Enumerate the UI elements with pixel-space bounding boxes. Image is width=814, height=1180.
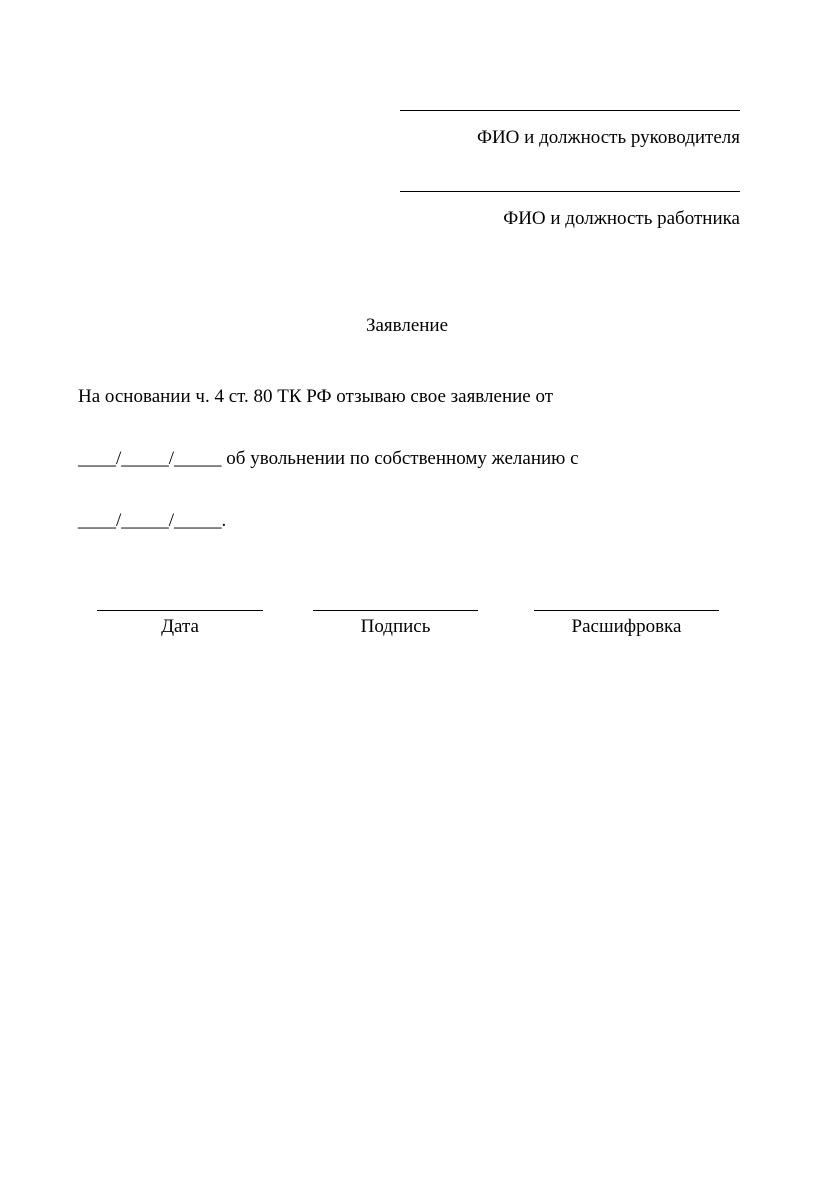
date-field	[97, 590, 263, 638]
signature-label: Подпись	[360, 616, 431, 637]
decode-blank-line	[534, 590, 719, 611]
signature-blank-line	[313, 590, 478, 611]
addressee-block	[400, 88, 740, 230]
employee-caption: ФИО и должность работника	[503, 208, 740, 229]
date-blank-line	[97, 590, 263, 611]
document-body	[78, 350, 738, 567]
document-title: Заявление	[365, 315, 449, 336]
manager-blank-line	[400, 88, 740, 111]
signature-field	[313, 590, 478, 638]
body-line: На основании ч. 4 ст. 80 ТК РФ отзываю свое заявление от	[78, 386, 554, 407]
date-label: Дата	[161, 616, 199, 637]
decode-field	[534, 590, 719, 638]
body-line: ____/_____/_____.	[78, 510, 227, 531]
employee-blank-line	[400, 169, 740, 192]
manager-caption: ФИО и должность руководителя	[476, 127, 740, 148]
signature-row	[0, 590, 814, 650]
body-line: ____/_____/_____ об увольнении по собственному желанию с	[78, 448, 579, 469]
decode-label: Расшифровка	[571, 616, 682, 637]
